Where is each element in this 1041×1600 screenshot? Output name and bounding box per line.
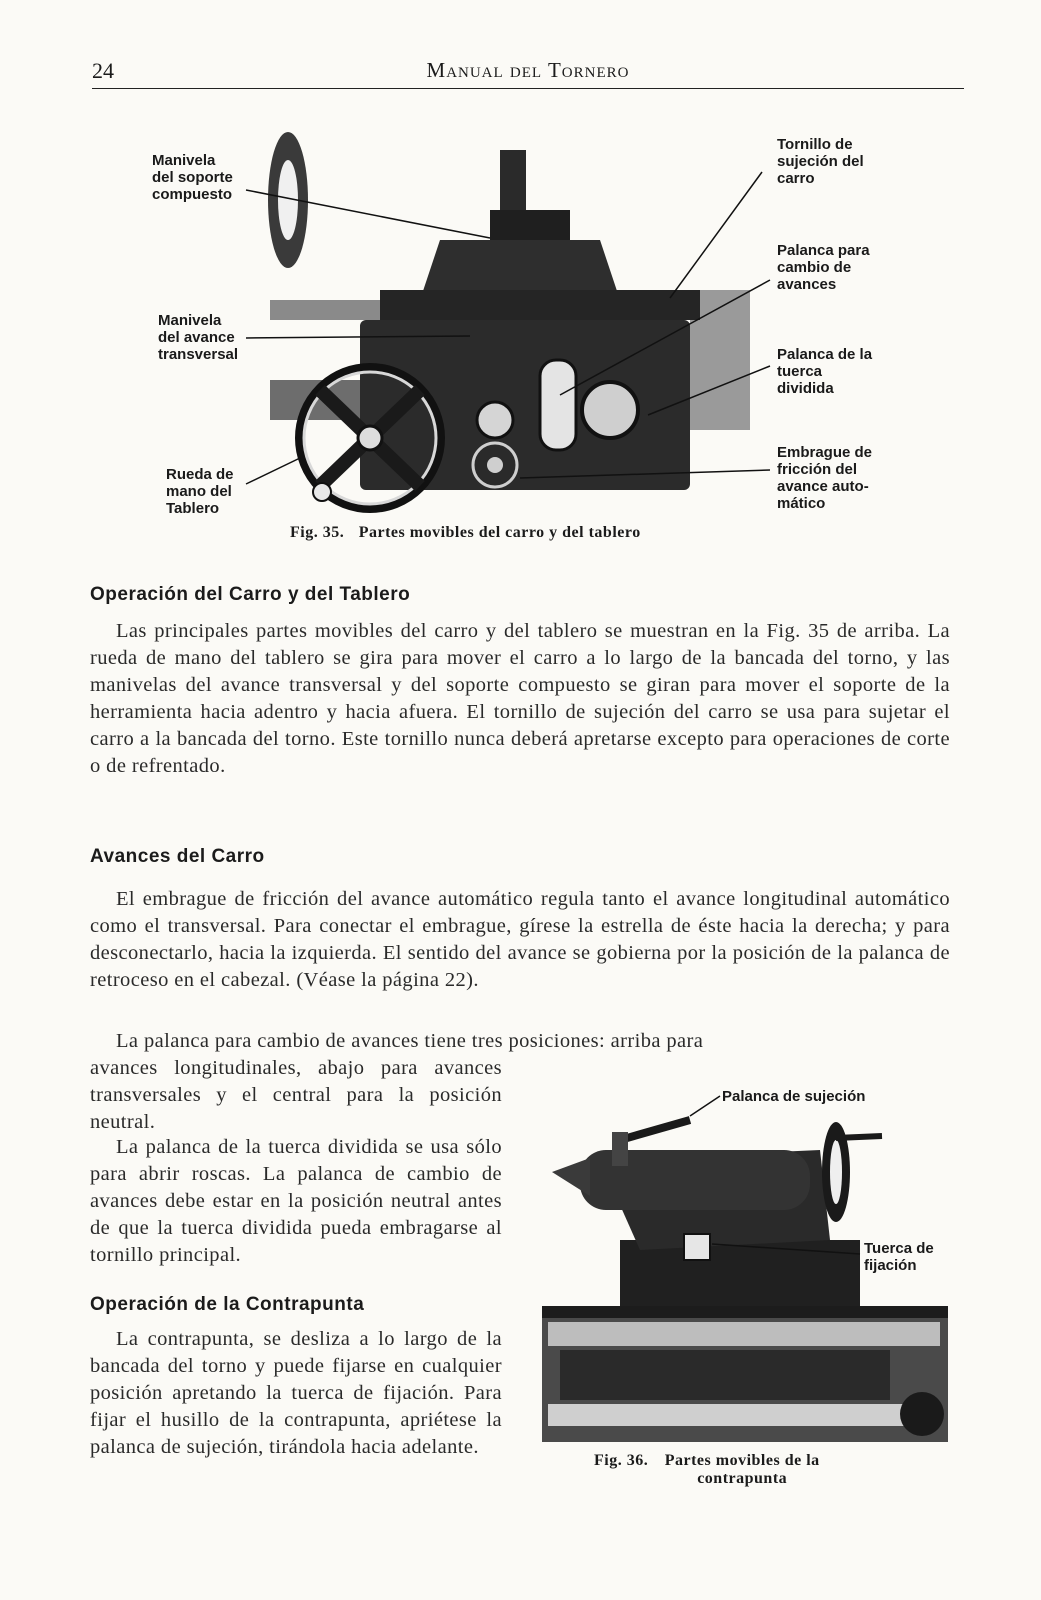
section-2-paragraph-3: La palanca de la tuerca dividida se usa sólo para abrir roscas. La palanca de cambio de avances debe estar en la posición neutral antes de que la tuerca dividida pueda embragarse al tornillo principal. — [90, 1136, 502, 1266]
section-2-paragraph-1: El embrague de fricción del avance automático regula tanto el avance longitudinal automático como el transversal. Para conectar el embrague, gírese la estrella de éste hacia la derecha; y para desconectarlo, hacia la izquierda. El sentido del avance se gobierna por la posición de la palanca de retroceso en el cabezal. (Véase la página 22). — [90, 888, 950, 991]
section-2-paragraph-2-first-line: La palanca para cambio de avances tiene tres posiciones: arriba para — [116, 1030, 704, 1052]
label-half-nut-lever: Palanca de la tuerca dividida — [777, 346, 873, 397]
running-title: Manual del Tornero — [426, 58, 630, 82]
figure-35-caption-number: Fig. 35. — [290, 524, 345, 541]
section-1-paragraph: Las principales partes movibles del carro y del tablero se muestran en la Fig. 35 de arriba. La rueda de mano del tablero se gira para mover el carro a lo largo de la bancada del torno, y las manivelas del avance transversal y del soporte compuesto se giran para mover el soporte de la herramienta hacia adentro y hacia afuera. El tornillo de sujeción del carro se usa para sujetar el carro a la bancada del torno. Este tornillo nunca deberá apretarse excepto para operaciones de corte o de refrentado. — [90, 620, 950, 777]
section-2-paragraph-2-rest: avances longitudinales, abajo para avances transversales y el central para la posición neutral. — [90, 1057, 502, 1133]
figure-35-caption — [290, 524, 641, 542]
label-compound-crank: Manivela del soporte compuesto — [152, 152, 233, 203]
section-heading-tailstock-operation: Operación de la Contrapunta — [90, 1294, 365, 1315]
figure-36-caption-number: Fig. 36. — [594, 1452, 649, 1469]
label-clamp-lever: Palanca de sujeción — [722, 1088, 866, 1105]
figure-36-caption-text: Partes movibles de la contrapunta — [664, 1452, 820, 1487]
figure-36-illustration — [0, 1090, 1041, 1460]
label-apron-handwheel: Rueda de mano del Tablero — [166, 466, 234, 517]
page-number: 24 — [92, 58, 114, 83]
label-cross-feed-crank: Manivela del avance transversal — [158, 312, 239, 363]
label-feed-change-lever: Palanca para cambio de avances — [777, 242, 870, 293]
figure-35-caption-text: Partes movibles del carro y del tablero — [358, 524, 641, 541]
section-heading-carriage-feeds: Avances del Carro — [90, 846, 265, 867]
section-heading-carriage-operation: Operación del Carro y del Tablero — [90, 584, 411, 605]
label-friction-clutch: Embrague de fricción del avance auto- mático — [777, 444, 873, 512]
page-header — [92, 58, 964, 89]
label-lock-nut: Tuerca de fijación — [864, 1240, 934, 1274]
label-carriage-lock-screw: Tornillo de sujeción del carro — [777, 136, 864, 187]
figure-36-caption — [594, 1452, 914, 1488]
section-3-paragraph: La contrapunta, se desliza a lo largo de la bancada del torno y puede fijarse en cualquier posición apretando la tuerca de fijación. Para fijar el husillo de la contrapunta, apriétese la palanca de sujeción, tirándola hacia adelante. — [90, 1328, 502, 1458]
